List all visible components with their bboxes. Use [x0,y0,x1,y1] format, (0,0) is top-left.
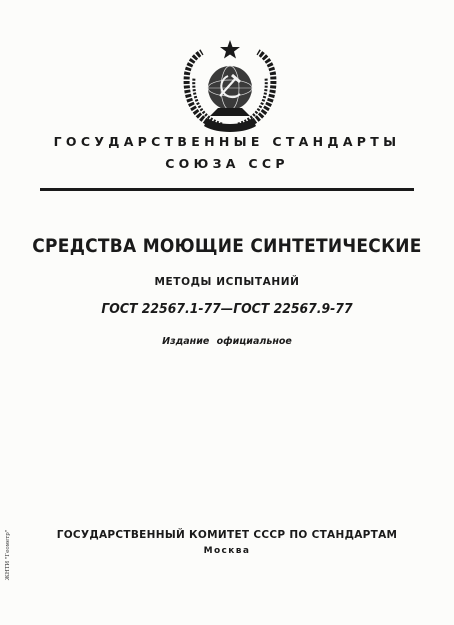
horizontal-rule [40,188,414,191]
ussr-emblem-icon [180,38,280,134]
header-line-1: ГОСУДАРСТВЕННЫЕ СТАНДАРТЫ [53,134,401,149]
header-line-2: СОЮЗА ССР [165,156,289,171]
standard-code: ГОСТ 22567.1-77—ГОСТ 22567.9-77 [101,301,353,317]
document-subtitle: МЕТОДЫ ИСПЫТАНИЙ [154,276,300,288]
edition-note: Издание официальное [162,336,292,347]
document-title: СРЕДСТВА МОЮЩИЕ СИНТЕТИЧЕСКИЕ [32,236,422,257]
publisher: ГОСУДАРСТВЕННЫЙ КОМИТЕТ СССР ПО СТАНДАРТАМ [56,529,398,541]
publication-city: Москва [203,546,251,556]
side-stamp: ЖНТИ "Геометр" [5,529,11,581]
